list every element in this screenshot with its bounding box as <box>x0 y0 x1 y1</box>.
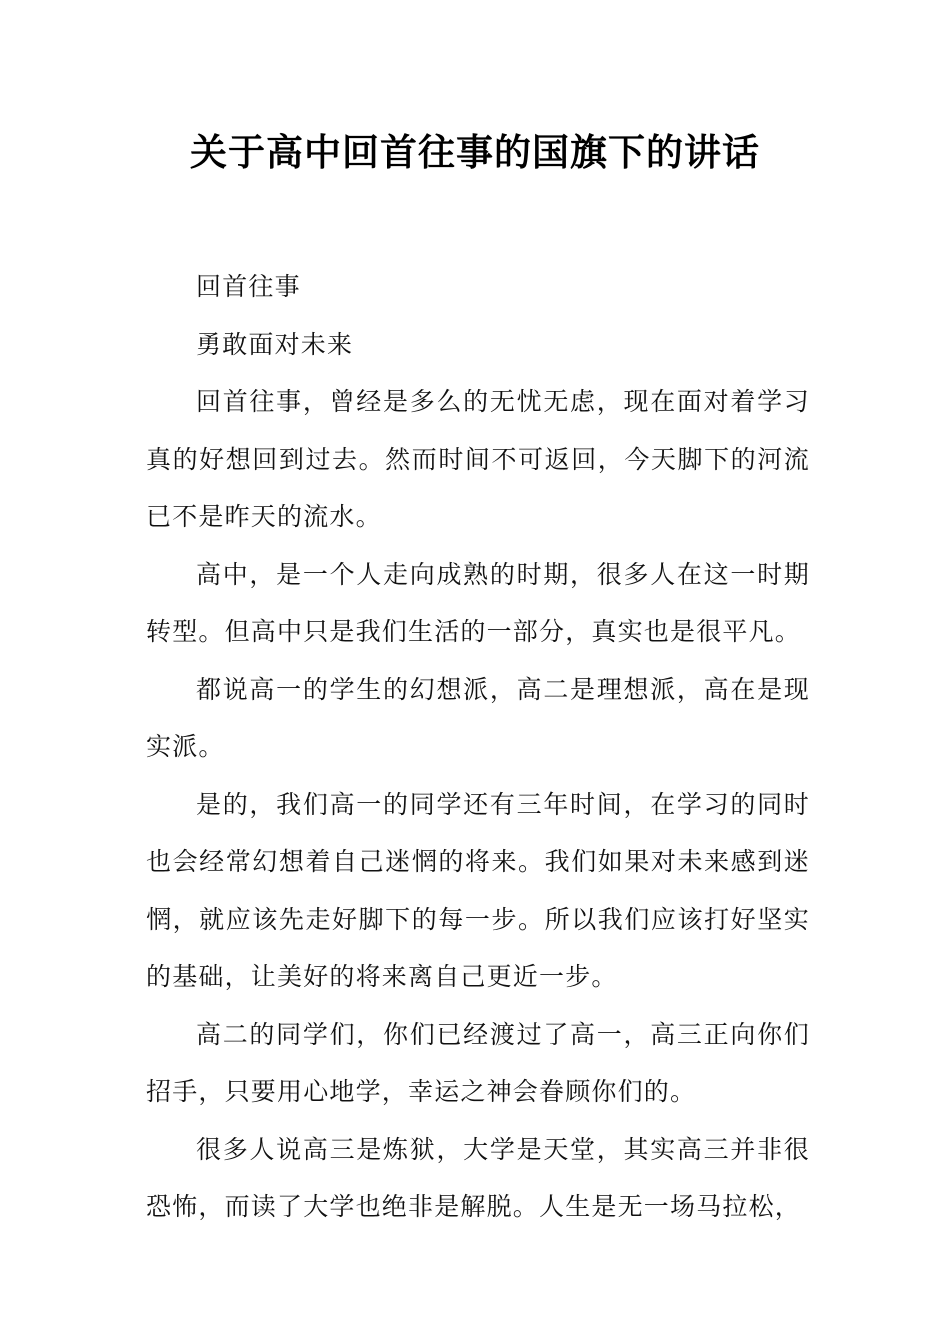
document-body <box>146 258 810 1236</box>
paragraph-4: 高中，是一个人走向成熟的时期，很多人在这一时期转型。但高中只是我们生活的一部分，真实也是很平凡。 <box>146 559 810 646</box>
paragraph-2: 勇敢面对未来 <box>196 329 354 359</box>
paragraph-6: 是的，我们高一的同学还有三年时间，在学习的同时也会经常幻想着自己迷惘的将来。我们如果对未来感到迷惘，就应该先走好脚下的每一步。所以我们应该打好坚实的基础，让美好的将来离自己更近一步。 <box>146 789 810 991</box>
paragraph-8: 很多人说高三是炼狱，大学是天堂，其实高三并非很恐怖，而读了大学也绝非是解脱。人生是无一场马拉松， <box>146 1134 810 1221</box>
paragraph-3: 回首往事，曾经是多么的无忧无虑，现在面对着学习真的好想回到过去。然而时间不可返回，今天脚下的河流已不是昨天的流水。 <box>146 387 810 531</box>
paragraph-1: 回首往事 <box>196 272 301 301</box>
paragraph-5: 都说高一的学生的幻想派，高二是理想派，高在是现实派。 <box>146 674 810 761</box>
paragraph-7: 高二的同学们，你们已经渡过了高一，高三正向你们招手，只要用心地学，幸运之神会眷顾你们的。 <box>146 1019 810 1106</box>
document-title: 关于高中回首往事的国旗下的讲话 <box>190 131 760 174</box>
